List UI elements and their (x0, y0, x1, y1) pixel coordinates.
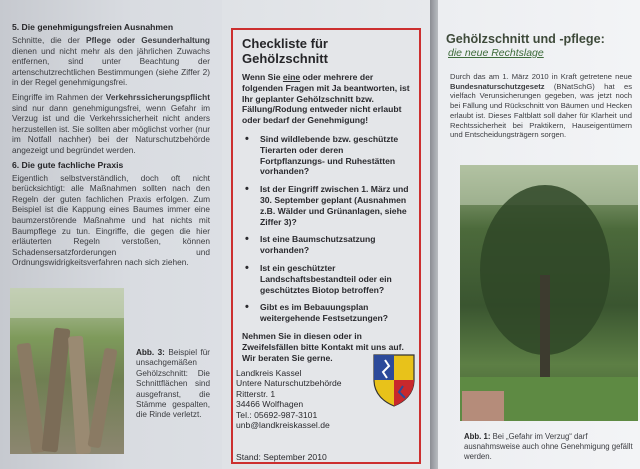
panel-middle (222, 0, 430, 469)
caption-abb-3: Abb. 3: Beispiel für unsachgemäßen Gehölzschnitt: Die Schnittflächen sind ausgefranst, die Stämme gespalten, die Rinde verletzt. (136, 348, 210, 420)
email-link[interactable]: unb@landkreiskassel.de (236, 420, 330, 431)
list-item: • Ist eine Baumschutzsatzung vorhanden? (245, 233, 376, 256)
cover-intro: Durch das am 1. März 2010 in Kraft getretene neue Bundesnaturschutzgesetz (BNatSchG) hat es vielfach Verunsicherungen gegeben, was jetzt noch bei Fällung und Rückschnitt von Bäumen und Hecken erlaubt ist. Dieses Faltblatt soll daher für Klarheit und Rechtssicherheit bei Praktikern, Hauseigentümern und Entscheidungsträgern sorgen. (450, 72, 632, 140)
panel-left (0, 0, 222, 469)
list-item: • Sind wildlebende bzw. geschützte Tierarten oder deren Fortpflanzungs- und Ruhestätten vorhanden? (245, 132, 399, 177)
bullet-icon: • (245, 261, 249, 274)
bullet-icon: • (245, 301, 249, 314)
cover-title: Gehölzschnitt und -pflege: (446, 32, 605, 46)
bullet-icon: • (245, 132, 249, 145)
paragraph-verkehrssicherung: Eingriffe im Rahmen der Verkehrssicherungspflicht sind nur dann genehmigungsfrei, wenn Gefahr im Verzug ist und die Verkehrssicherheit nicht anders herzustellen ist. Sie sollten aber möglichst vorher (nur im Notfall nachher) bei der Naturschutzbehörde angezeigt und begründet werden. (12, 91, 210, 155)
heading-6: 6. Die gute fachliche Praxis (12, 159, 124, 170)
panel-right (438, 0, 640, 469)
checklist-intro: Wenn Sie eine oder mehrere der folgenden Fragen mit Ja beantworten, ist Ihr geplanter Gehölzschnitt bzw. Fällung/Rodung entweder nicht erlaubt oder bedarf der Genehmigung! (242, 72, 410, 126)
list-item: • Gibt es im Bebauungsplan weitergehende Festsetzungen? (245, 301, 388, 324)
list-item: • Ist ein geschützter Landschaftsbestandteil oder ein geschütztes Biotop betroffen? (245, 261, 392, 295)
bullet-icon: • (245, 183, 249, 196)
photo-bad-pruning (10, 288, 124, 454)
caption-abb-1: Abb. 1: Bei „Gefahr im Verzug“ darf ausnahmsweise auch ohne Genehmigung gefällt werden. (464, 432, 633, 461)
stand-date: Stand: September 2010 (236, 452, 327, 462)
heading-5: 5. Die genehmigungsfreien Ausnahmen (12, 22, 174, 32)
photo-tree (460, 165, 638, 421)
cover-subtitle: die neue Rechtslage (448, 47, 544, 59)
checklist-outro: Nehmen Sie in diesen oder in Zweifelsfällen bitte Kontakt mit uns auf. Wir beraten Sie gerne. (242, 330, 404, 363)
fold-gap (430, 0, 438, 469)
list-item: • Ist der Eingriff zwischen 1. März und 30. September geplant (Ausnahmen z.B. Wälder und Grünanlagen, siehe Ziffer 3)? (245, 183, 409, 227)
bullet-icon: • (245, 233, 249, 246)
paragraph-pflege: Schnitte, die der Pflege oder Gesunderhaltung dienen und nicht mehr als den jährlichen Zuwachs entfernen, sind unter Beachtung der artenschutzrechtlichen Bestimmungen (siehe Ziffer 2) in der Regel genehmigungsfrei. (12, 35, 210, 88)
checklist-questions (242, 134, 410, 324)
contact-address: Landkreis Kassel Untere Naturschutzbehörde Ritterstr. 1 34466 Wolfhagen Tel.: 05692-987-3101 unb@landkreiskassel.de (236, 368, 342, 431)
paragraph-praxis: Eigentlich selbstverständlich, doch oft nicht berücksichtigt: alle Maßnahmen sollten nach den Regeln der guten fachlichen Praxis erfolgen. Zum Beispiel ist die Kappung eines Baumes immer eine baumzerstörende Maßnahme und hat nichts mit Baumpflege zu tun. Eingriffe, die gegen die hier erläuterten Regeln verstoßen, können Schadensersatzforderungen und Ordnungswidrigkeitsverfahren nach sich ziehen. (12, 172, 210, 268)
checklist-title: Checkliste für Gehölzschnitt (242, 36, 328, 66)
coat-of-arms-icon (371, 352, 417, 408)
